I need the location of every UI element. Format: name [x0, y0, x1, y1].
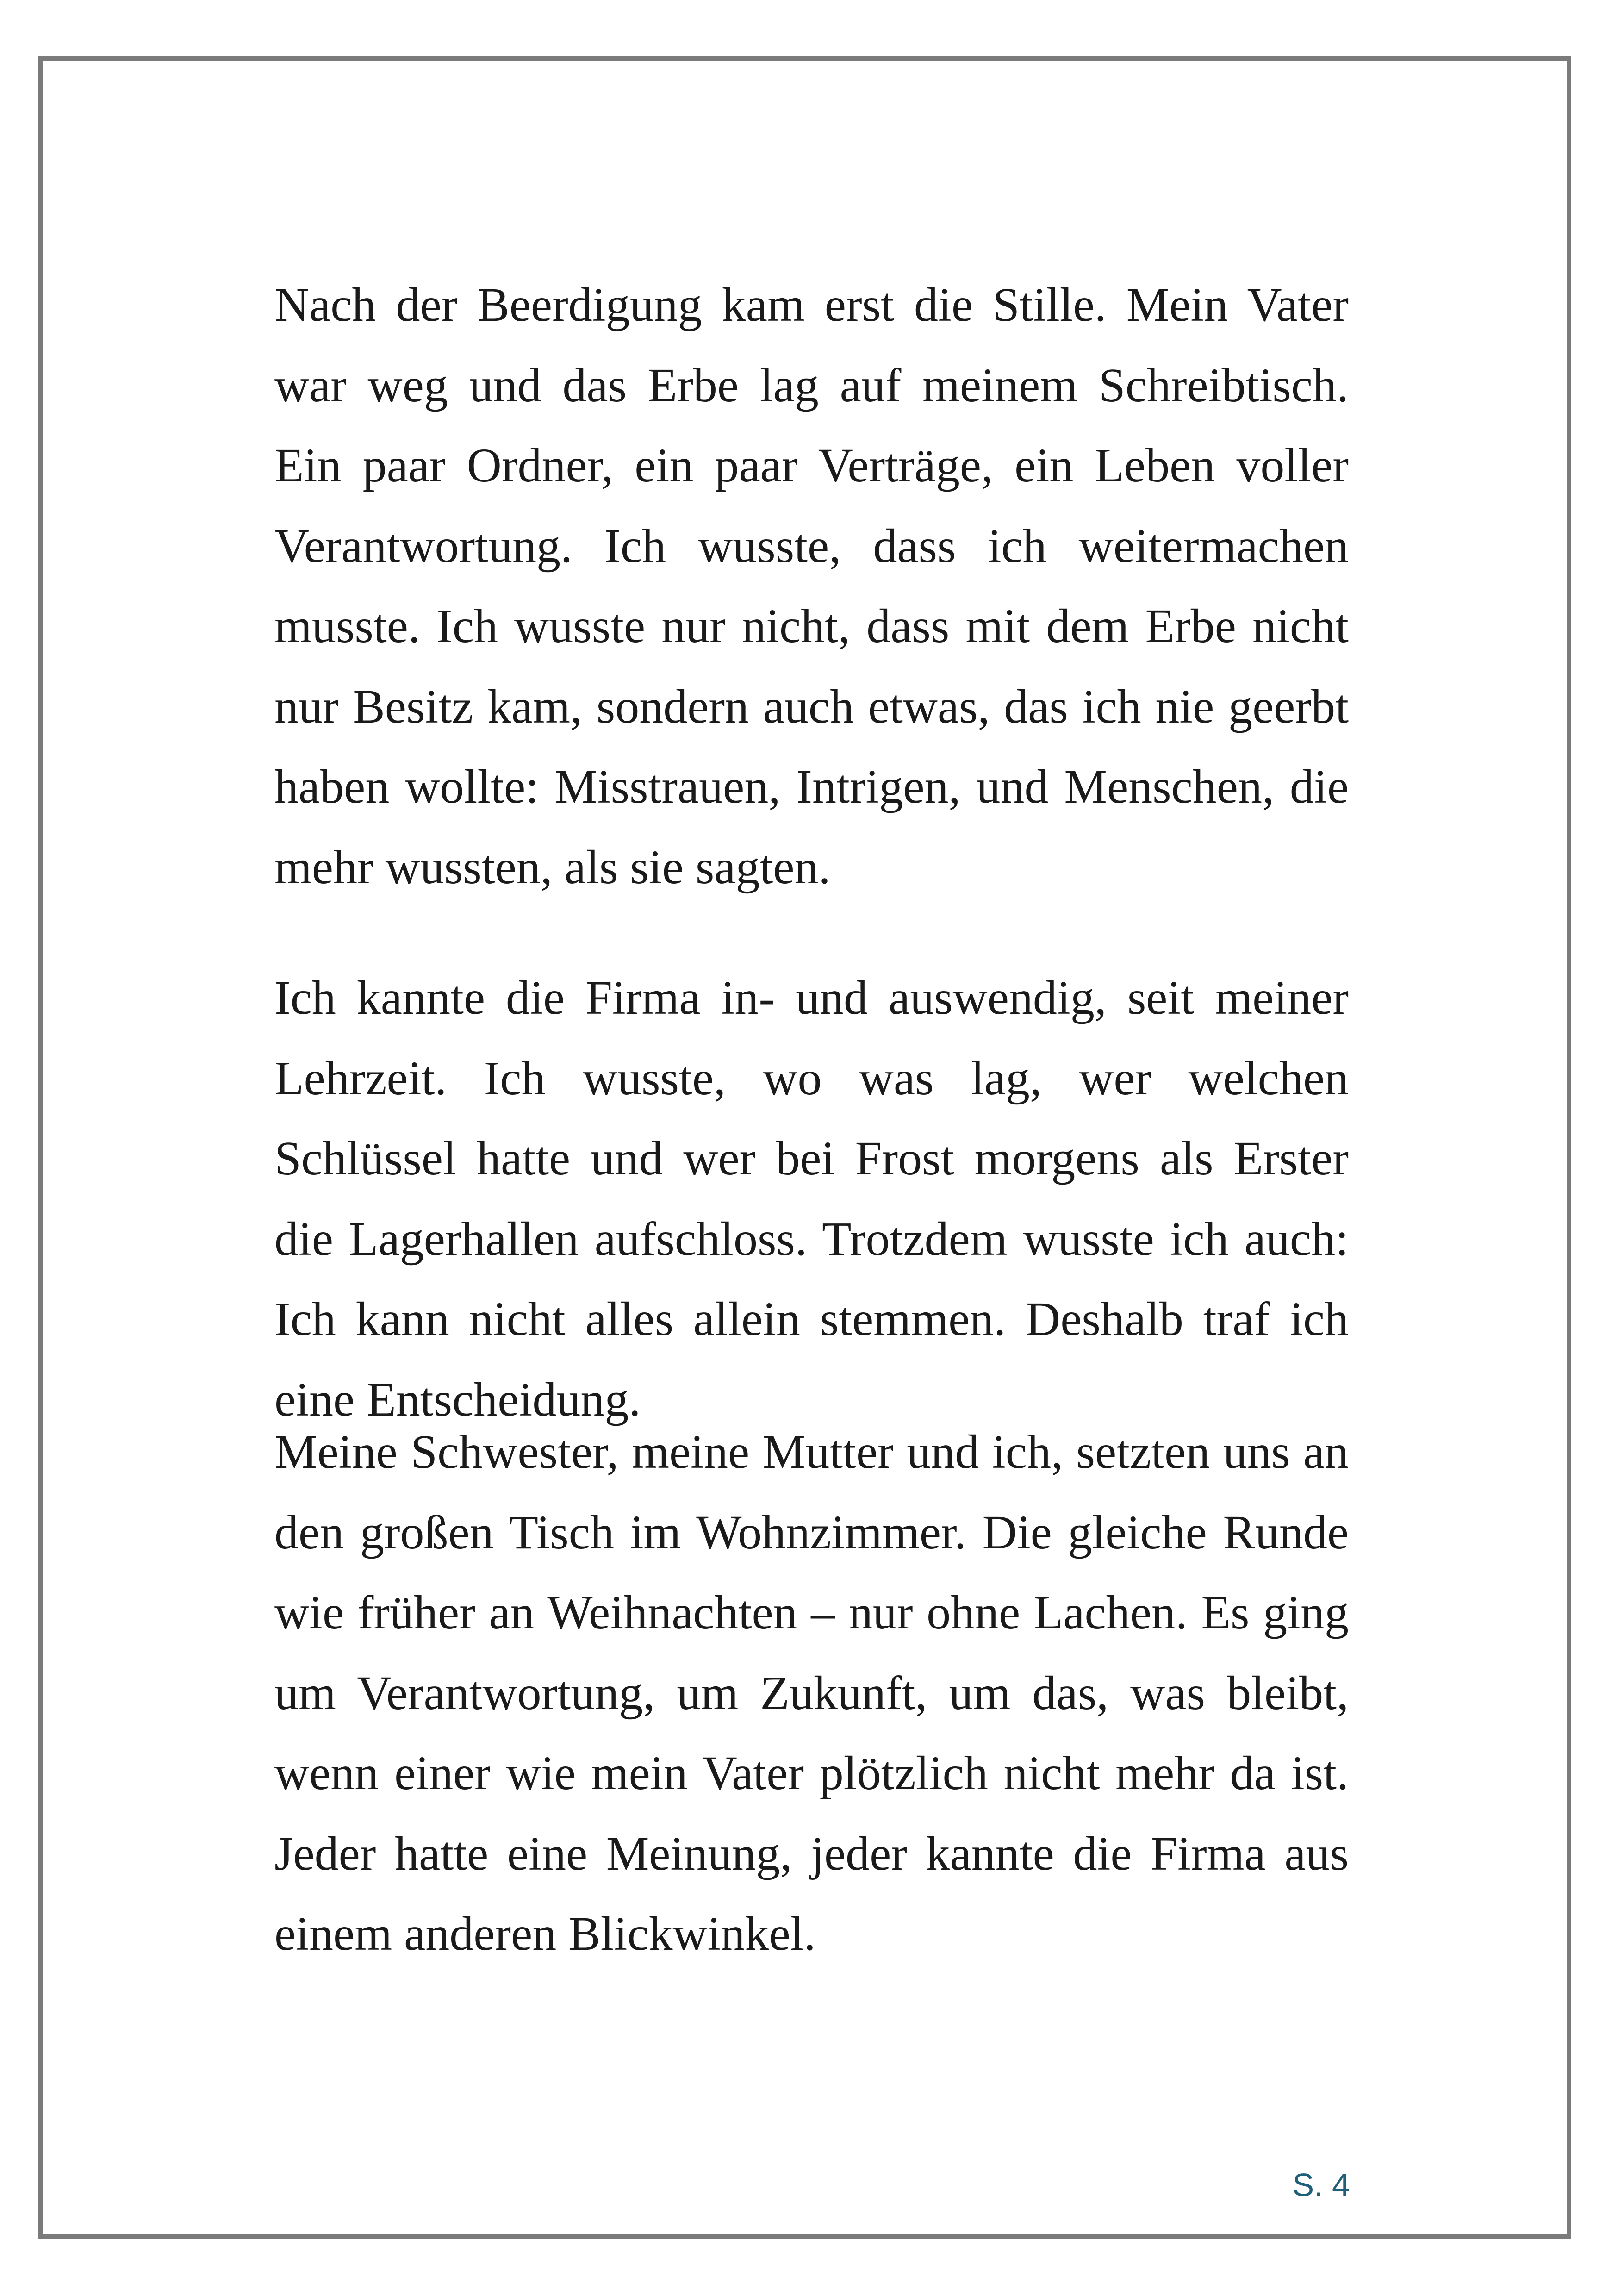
- page-number: S. 4: [1292, 2167, 1350, 2203]
- paragraph-2: Ich kannte die Firma in- und auswendig, seit meiner Lehrzeit. Ich wusste, wo was lag, wer welchen Schlüssel hatte und wer bei Frost morgens als Erster die Lagerhallen aufschloss. Trotzdem wusste ich auch: Ich kann nicht alles allein stemmen. Deshalb traf ich eine Entscheidung.: [274, 971, 1349, 1426]
- paragraph-3: Meine Schwester, meine Mutter und ich, setzten uns an den großen Tisch im Wohnzimmer. Die gleiche Runde wie früher an Weihnachten – nur ohne Lachen. Es ging um Verantwortung, um Zukunft, um das, was bleibt, wenn einer wie mein Vater plötzlich nicht mehr da ist. Jeder hatte eine Meinung, jeder kannte die Firma aus einem anderen Blickwinkel.: [274, 1425, 1349, 1960]
- paragraph-1: Nach der Beerdigung kam erst die Stille. Mein Vater war weg und das Erbe lag auf meinem Schreibtisch. Ein paar Ordner, ein paar Verträge, ein Leben voller Verantwortung. Ich wusste, dass ich weitermachen musste. Ich wusste nur nicht, dass mit dem Erbe nicht nur Besitz kam, sondern auch etwas, das ich nie geerbt haben wollte: Misstrauen, Intrigen, und Menschen, die mehr wussten, als sie sagten.: [274, 278, 1349, 894]
